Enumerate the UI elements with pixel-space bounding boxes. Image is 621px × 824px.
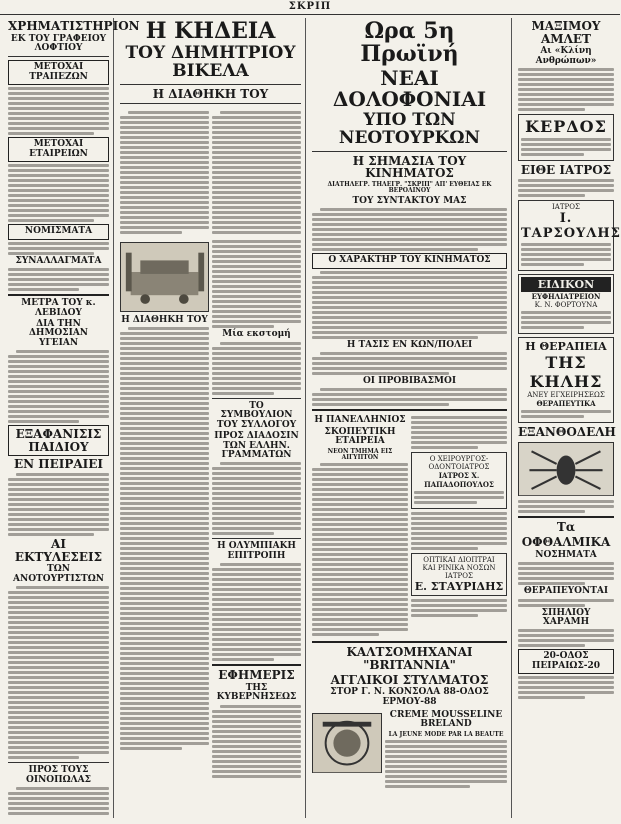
ad-dentist-line1: Ο ΧΕΙΡΟΥΡΓΟΣ-ΟΔΟΝΤΟΙΑΤΡΟΣ — [428, 455, 490, 472]
subhead-council-2: ΠΡΟΣ ΔΙΑΔΟΣΙΝ ΤΩΝ ΕΛΛΗΝ. ΓΡΑΜΜΑΤΩΝ — [214, 431, 299, 460]
section-lottery: ΣΥΝΑΛΛΑΓΜΑΤΑ — [15, 255, 102, 266]
subhead-gazette-2: ΤΗΣ ΚΥΒΕΡΝΗΣΕΩΣ — [216, 682, 297, 703]
ad-optician-line2: ΚΑΙ ΡΙΝΙΚΑ ΝΟΣΩΝ — [422, 564, 496, 573]
headline-vikelas: ΤΟΥ ΔΗΜΗΤΡΙΟΥ ΒΙΚΕΛΑ — [125, 43, 296, 81]
creme-ad-title: CREME MOUSSELINE BRELAND — [389, 709, 503, 730]
subhead-interruption: Μία εκστομή — [222, 329, 291, 340]
masthead — [0, 0, 620, 15]
subhead-olympic: Η ΟΛΥΜΠΙΑΚΗ ΕΠΙΤΡΟΠΗ — [217, 541, 296, 561]
ad-hernia-sub: ΤΗΣ ΚΗΛΗΣ — [529, 352, 603, 391]
headline-funeral: Η ΚΗΔΕΙΑ — [145, 18, 276, 44]
divider — [8, 294, 109, 296]
bonds-list — [8, 164, 109, 222]
column-4 — [514, 18, 621, 818]
ad-optician-line3: ΙΑΤΡΟΣ — [445, 572, 473, 581]
shares-list — [8, 87, 109, 135]
section-promotions: ΟΙ ΠΡΟΒΙΒΑΣΜΟΙ — [362, 375, 457, 386]
ad-fortouna-name: Κ. Ν. ΦΟΡΤΟΥΝΑ — [534, 300, 598, 309]
subhead-gazette: ΕΦΗΜΕΡΙΣ — [218, 668, 295, 683]
ad-ophthalmic-title: Τα — [556, 520, 576, 535]
section-shooting-3: ΝΕΟΝ ΤΜΗΜΑ ΕΙΣ ΑΙΓΥΠΤΟΝ — [327, 447, 393, 462]
ad-optician-name: Ε. ΣΤΑΥΡΙΔΗΣ — [414, 580, 504, 594]
headline-young-turks: ΥΠΟ ΤΩΝ ΝΕΟΤΟΥΡΚΩΝ — [338, 110, 481, 149]
ad-hernia-title: Η ΘΕΡΑΠΕΙΑ — [525, 339, 607, 353]
ad-dentist-line2: ΙΑΤΡΟΣ Χ. ΠΑΠΑΔΟΠΟΥΛΟΣ — [424, 471, 494, 490]
ad-ophthalmic-sub2: ΝΟΣΗΜΑΤΑ — [535, 549, 597, 560]
ad-amlet-sub: Αι «Κλίνη Ανθρώπων» — [535, 46, 597, 66]
article3-subtitle: ΤΩΝ ΑΝΟΤΟΥΡΤΙΣΤΩΝ — [13, 564, 104, 584]
ad-charami-title: ΣΠΗΛΙΟΥ ΧΑΡΑΜΗ — [541, 607, 591, 627]
ad-optician-line1: ΟΠΤΙΚΑΙ ΔΙΟΠΤΡΑΙ — [423, 556, 495, 565]
ad-hernia-sub3: ΘΕΡΑΠΕΥΤΙΚΑ — [536, 398, 596, 408]
article1-subtitle: ΔΙΑ ΤΗΝ ΔΗΜΟΣΙΑΝ ΥΓΕΙΑΝ — [28, 318, 89, 348]
lottery-list — [8, 268, 109, 291]
ad-ophthalmic-sub: ΟΦΘΑΛΜΙΚΑ — [521, 535, 611, 550]
ad-exanthodeli: ΕΞΑΝΘΟΔΕΛΗ — [518, 424, 616, 439]
column-2 — [116, 18, 306, 818]
ad-britannia-title: ΚΑΛΤΣΟΜΗΧΑΝΑΙ "BRITANNIA" — [346, 645, 473, 672]
divider — [212, 398, 301, 399]
ad-ophthalmic-sub3: ΘΕΡΑΠΕΥΟΝΤΑΙ — [523, 586, 609, 597]
section-bonds: ΜΕΤΟΧΑΙ ΕΤΑΙΡΕΙΩΝ — [8, 137, 109, 162]
ad-dentist — [411, 452, 507, 509]
funeral-illustration — [120, 242, 209, 312]
column-1 — [4, 18, 140, 818]
headline-murders: ΝΕΑΙ ΔΟΛΟΦΟΝΙΑΙ — [332, 66, 487, 112]
ad-britannia-sub: ΑΓΓΛΙΚΟΙ ΣΤΥΛΜΑΤΟΣ — [330, 672, 489, 687]
divider — [312, 151, 507, 152]
market-title: ΧΡΗΜΑΤΙΣΤΗΡΙΟΝ — [8, 19, 140, 33]
ad-tarsoulis-title: Ι. ΤΑΡΣΟΥΛΗΣ — [521, 210, 621, 241]
divider — [8, 762, 109, 763]
headline-will: Η ΔΙΑΘΗΚΗ ΤΟΥ — [152, 86, 269, 101]
image-caption: Η ΔΙΑΘΗΚΗ ΤΟΥ — [121, 315, 208, 326]
ad-optician — [411, 553, 507, 596]
creme-ad — [312, 709, 507, 790]
ad-hernia-sub2: ΑΝΕΥ ΕΓΧΕΙΡΗΣΕΩΣ — [527, 390, 605, 399]
masthead-title: ΣΚΡΙΠ — [288, 1, 332, 12]
section-shooting-2: ΣΚΟΠΕΥΤΙΚΗ ΕΤΑΙΡΕΙΑ — [324, 426, 396, 447]
article2-body — [8, 473, 109, 536]
divider — [518, 516, 614, 518]
insect-image — [519, 443, 613, 495]
lead-body — [312, 208, 507, 251]
insect-illustration — [518, 442, 614, 496]
article1-title: ΜΕΤΡΑ ΤΟΥ κ. ΛΕΒΙΔΟΥ — [21, 298, 96, 318]
divider — [120, 84, 301, 85]
section-shooting-1: Η ΠΑΝΕΛΛΗΝΙΟΣ — [314, 415, 406, 426]
article3-title: ΑΙ ΕΚΤΥΛΕΣΕΙΣ — [14, 537, 103, 564]
article2-subtitle: ΕΝ ΠΕΙΡΑΙΕΙ — [13, 457, 104, 472]
headline-movement-meaning: Η ΣΗΜΑΣΙΑ ΤΟΥ ΚΙΝΗΜΑΤΟΣ — [352, 153, 467, 181]
medal-emblem-image — [313, 714, 381, 772]
fx-list — [8, 242, 109, 255]
market-subtitle: ΕΚ ΤΟΥ ΓΡΑΦΕΙΟΥ ΛΟΦΤΙΟΥ — [10, 33, 107, 54]
section-shares: ΜΕΤΟΧΑΙ ΤΡΑΠΕΖΩΝ — [8, 60, 109, 85]
divider — [212, 664, 301, 666]
lower-split — [312, 414, 507, 638]
ad-kerdos — [518, 114, 614, 161]
creme-ad-emblem — [312, 713, 382, 773]
ad-hernia — [518, 337, 614, 423]
will-section — [120, 238, 301, 779]
byline: ΔΙΑΤΗΛΕΓΡ. ΤΗΛΕΓΡ. "ΣΚΡΙΠ" ΑΠ' ΕΥΘΕΙΑΣ ΕΚ ΒΕΡΟΛΙΝΟΥ — [327, 181, 492, 195]
ad-fortouna-sub: ΕΥΦΗΛΙΑΤΡΕΙΟΝ — [531, 291, 601, 301]
divider — [212, 538, 301, 539]
ad-fortouna-title: ΕΙΔΙΚΟΝ — [521, 277, 611, 292]
divider — [312, 641, 507, 643]
ad-britannia-address: ΣΤΟΡ Γ. Ν. ΚΟΝΣΟΛΑ 88-ΟΔΟΣ ΕΡΜΟΥ-88 — [330, 687, 489, 707]
divider — [312, 409, 507, 411]
ad-fortouna — [518, 274, 614, 334]
divider — [120, 103, 301, 104]
article4-title: ΠΡΟΣ ΤΟΥΣ ΟΙΝΟΠΩΛΑΣ — [26, 765, 91, 785]
divider — [8, 56, 109, 57]
time-banner: Ωρα 5η Πρωϊνή — [360, 18, 459, 68]
funeral-text-columns — [120, 107, 301, 238]
ad-kerdos-title: ΚΕΡΔΟΣ — [525, 117, 607, 137]
article4-body — [8, 787, 109, 815]
ad-tarsoulis-sub: ΙΑΤΡΟΣ — [552, 202, 580, 211]
ad-charami-address: 20-ΟΔΟΣ ΠΕΙΡΑΙΩΣ-20 — [518, 649, 614, 674]
ad-doctor-title: ΕΙΘΕ ΙΑΤΡΟΣ — [520, 163, 612, 178]
ad-tarsoulis — [518, 200, 621, 271]
funeral-scene-image — [121, 243, 208, 311]
article1-body — [8, 350, 109, 423]
article2-title: ΕΞΑΦΑΝΙΣΙΣ ΠΑΙΔΙΟΥ — [8, 425, 109, 456]
creme-ad-slogan: LA JEUNE MODE PAR LA BEAUTE — [388, 730, 504, 738]
column-3 — [308, 18, 512, 818]
subhead-council: ΤΟ ΣΥΜΒΟΥΛΙΟΝ ΤΟΥ ΣΥΛΛΟΓΟΥ — [216, 400, 297, 430]
ad-amlet-title: ΜΑΞΙΜΟΥ ΑΜΛΕΤ — [531, 19, 601, 46]
section-fx: ΝΟΜΙΣΜΑΤΑ — [8, 224, 109, 239]
byline-author: ΤΟΥ ΣΥΝΤΑΚΤΟΥ ΜΑΣ — [352, 195, 467, 206]
section-constantinople: Η ΤΑΣΙΣ ΕΝ ΚΩΝ/ΠΟΛΕΙ — [346, 339, 473, 350]
article3-body — [8, 586, 109, 759]
section-character: Ο ΧΑΡΑΚΤΗΡ ΤΟΥ ΚΙΝΗΜΑΤΟΣ — [312, 253, 507, 268]
